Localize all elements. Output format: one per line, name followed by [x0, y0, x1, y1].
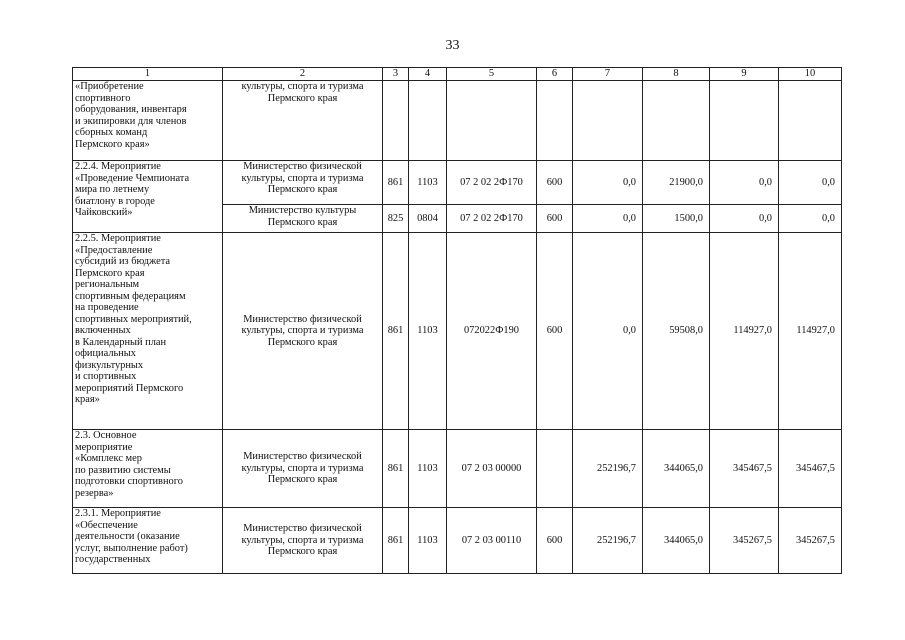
value-col7-cell: 0,0	[573, 205, 643, 233]
measure-name-line: «Предоставление	[75, 244, 153, 256]
executor-line: Пермского края	[267, 336, 338, 348]
measure-name-line: субсидий из бюджета	[75, 256, 171, 267]
executor-line: культуры, спорта и туризма	[241, 172, 364, 184]
executor-line: культуры, спорта и туризма	[241, 81, 364, 92]
executor-cell	[223, 161, 383, 205]
measure-name-line: и экипировки для членов	[75, 115, 187, 127]
measure-name-line: включенных	[75, 325, 131, 336]
expense-type-cell	[537, 81, 573, 161]
executor-cell	[223, 508, 383, 574]
ministry-code-cell	[383, 81, 409, 161]
measure-name-line: мира по летнему	[75, 184, 150, 195]
section-code-cell: 1103	[409, 508, 447, 574]
measure-name-line: 2.3.1. Мероприятие	[75, 508, 161, 519]
measure-name-line: на проведение	[75, 302, 139, 313]
executor-line: культуры, спорта и туризма	[241, 534, 364, 546]
target-article-cell: 07 2 02 2Ф170	[447, 205, 537, 233]
measure-name-line: спортивного	[75, 92, 131, 104]
measure-name-line: 2.2.4. Мероприятие	[75, 161, 161, 172]
expense-type-cell: 600	[537, 233, 573, 430]
section-code-cell: 1103	[409, 161, 447, 205]
column-header: 8	[643, 68, 710, 81]
column-header: 9	[710, 68, 779, 81]
target-article-cell	[447, 81, 537, 161]
executor-line: Пермского края	[267, 184, 338, 195]
section-code-cell: 0804	[409, 205, 447, 233]
executor-line: Министерство физической	[243, 313, 362, 325]
measure-name-line: в Календарный план	[75, 336, 167, 348]
measure-name-line: подготовки спортивного	[75, 476, 183, 487]
measure-name-line: Чайковский»	[75, 207, 133, 218]
value-col9-cell: 0,0	[710, 205, 779, 233]
measure-name-line: 2.2.5. Мероприятие	[75, 233, 161, 244]
measure-name-line: края»	[75, 394, 100, 405]
measure-name-line: мероприятие	[75, 441, 133, 453]
measure-name-line: официальных	[75, 348, 136, 359]
value-col8-cell: 59508,0	[643, 233, 710, 430]
value-col10-cell: 345267,5	[779, 508, 842, 574]
measure-name-cell	[73, 81, 223, 161]
executor-line: Пермского края	[267, 216, 338, 228]
measure-name-line: «Приобретение	[75, 81, 144, 92]
value-col7-cell: 252196,7	[573, 508, 643, 574]
value-col9-cell: 345267,5	[710, 508, 779, 574]
executor-cell	[223, 430, 383, 508]
column-header: 5	[447, 68, 537, 81]
measure-name-cell	[73, 430, 223, 508]
measure-name-line: «Обеспечение	[75, 519, 138, 531]
measure-name-cell	[73, 508, 223, 574]
executor-line: Пермского края	[267, 92, 338, 104]
executor-line: Министерство физической	[243, 161, 362, 172]
column-header: 7	[573, 68, 643, 81]
executor-cell	[223, 233, 383, 430]
measure-name-line: спортивных мероприятий,	[75, 313, 192, 325]
value-col9-cell: 0,0	[710, 161, 779, 205]
target-article-cell: 07 2 03 00110	[447, 508, 537, 574]
table-row	[73, 430, 842, 508]
column-header: 6	[537, 68, 573, 81]
measure-name-line: по развитию системы	[75, 464, 171, 476]
column-header: 3	[383, 68, 409, 81]
value-col7-cell: 0,0	[573, 233, 643, 430]
measure-name-line: спортивным федерациям	[75, 290, 186, 302]
measure-name-line: государственных	[75, 554, 151, 565]
expense-type-cell: 600	[537, 508, 573, 574]
measure-name-line: «Комплекс мер	[75, 453, 142, 464]
value-col10-cell	[779, 81, 842, 161]
executor-cell	[223, 205, 383, 233]
ministry-code-cell: 861	[383, 233, 409, 430]
value-col9-cell	[710, 81, 779, 161]
executor-line: культуры, спорта и туризма	[241, 462, 364, 474]
measure-name-line: Пермского края»	[75, 138, 150, 150]
target-article-cell: 072022Ф190	[447, 233, 537, 430]
value-col10-cell: 114927,0	[779, 233, 842, 430]
value-col8-cell: 344065,0	[643, 430, 710, 508]
column-header: 2	[223, 68, 383, 81]
measure-name-line: оборудования, инвентаря	[75, 104, 187, 115]
measure-name-line: сборных команд	[75, 127, 148, 138]
column-header: 10	[779, 68, 842, 81]
ministry-code-cell: 861	[383, 508, 409, 574]
value-col7-cell	[573, 81, 643, 161]
value-col8-cell: 1500,0	[643, 205, 710, 233]
column-header: 4	[409, 68, 447, 81]
executor-line: Министерство физической	[243, 451, 362, 463]
table-row	[73, 161, 842, 205]
ministry-code-cell: 825	[383, 205, 409, 233]
value-col10-cell: 0,0	[779, 161, 842, 205]
measure-name-line: физкультурных	[75, 359, 144, 371]
value-col10-cell: 0,0	[779, 205, 842, 233]
value-col8-cell: 344065,0	[643, 508, 710, 574]
value-col7-cell: 0,0	[573, 161, 643, 205]
section-code-cell: 1103	[409, 430, 447, 508]
value-col7-cell: 252196,7	[573, 430, 643, 508]
executor-line: Пермского края	[267, 546, 338, 558]
table-row	[73, 233, 842, 430]
section-code-cell	[409, 81, 447, 161]
expense-type-cell	[537, 430, 573, 508]
executor-line: Пермского края	[267, 474, 338, 486]
executor-cell	[223, 81, 383, 161]
value-col8-cell: 21900,0	[643, 161, 710, 205]
measure-name-line: деятельности (оказание	[75, 531, 180, 542]
measure-name-cell	[73, 161, 223, 233]
measure-name-line: биатлону в городе	[75, 195, 155, 207]
executor-line: Министерство культуры	[248, 205, 357, 216]
ministry-code-cell: 861	[383, 161, 409, 205]
expense-type-cell: 600	[537, 205, 573, 233]
column-header: 1	[73, 68, 223, 81]
measure-name-line: «Проведение Чемпионата	[75, 172, 190, 184]
target-article-cell: 07 2 03 00000	[447, 430, 537, 508]
column-number-row	[73, 68, 842, 81]
measure-name-line: 2.3. Основное	[75, 430, 137, 441]
value-col8-cell	[643, 81, 710, 161]
executor-line: Министерство физической	[243, 523, 362, 535]
page-number: 33	[445, 38, 460, 53]
measure-name-line: услуг, выполнение работ)	[75, 542, 188, 554]
measure-name-cell	[73, 233, 223, 430]
measure-name-line: мероприятий Пермского	[75, 382, 184, 394]
ministry-code-cell: 861	[383, 430, 409, 508]
executor-line: культуры, спорта и туризма	[241, 325, 364, 337]
measure-name-line: Пермского края	[75, 267, 145, 279]
value-col9-cell: 114927,0	[710, 233, 779, 430]
measure-name-line: региональным	[75, 279, 140, 290]
target-article-cell: 07 2 02 2Ф170	[447, 161, 537, 205]
section-code-cell: 1103	[409, 233, 447, 430]
expense-type-cell: 600	[537, 161, 573, 205]
table-row	[73, 81, 842, 161]
value-col9-cell: 345467,5	[710, 430, 779, 508]
budget-table	[72, 67, 842, 574]
table-row	[73, 508, 842, 574]
measure-name-line: резерва»	[75, 487, 114, 499]
value-col10-cell: 345467,5	[779, 430, 842, 508]
measure-name-line: и спортивных	[75, 371, 137, 382]
